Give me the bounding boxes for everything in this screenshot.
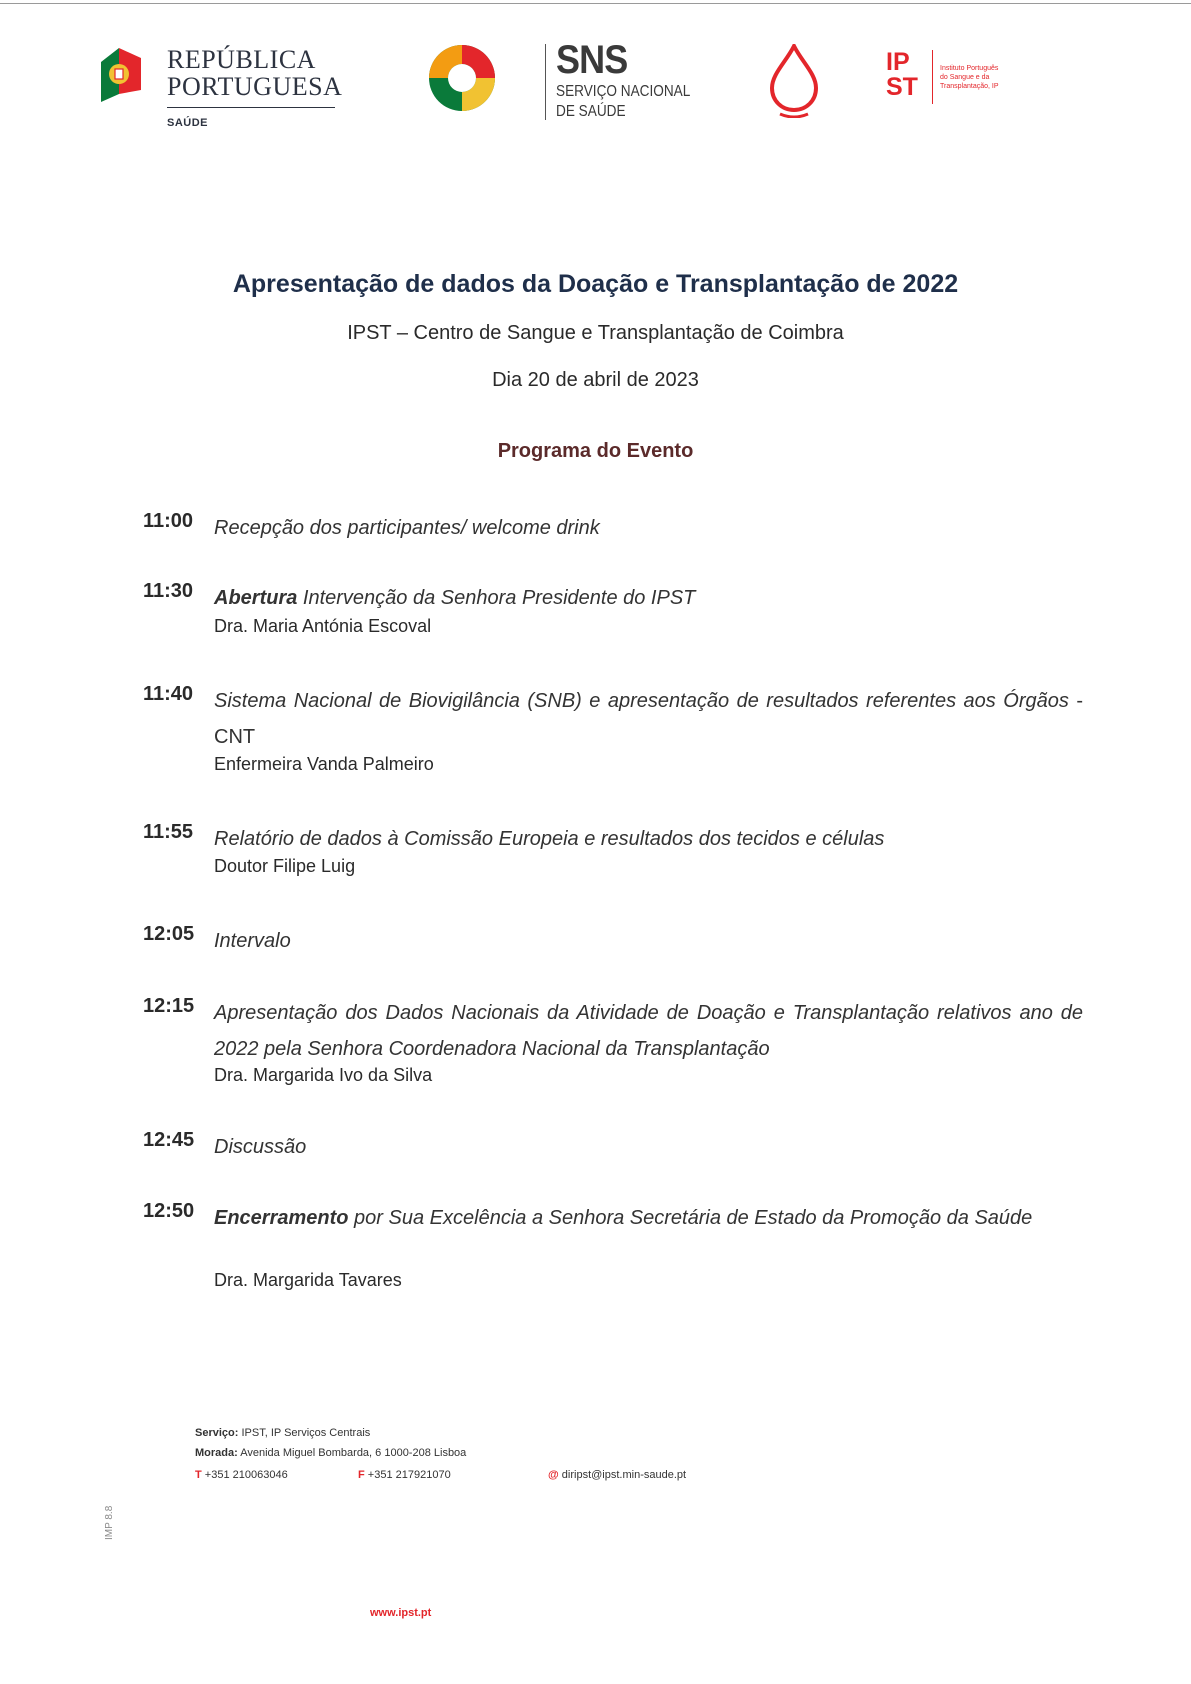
item-description [214, 995, 1083, 1067]
email-icon: @ [548, 1469, 559, 1481]
footer-email[interactable] [548, 1469, 686, 1481]
ipst-full-line1: Instituto Português [940, 65, 999, 72]
item-text: Intervalo [214, 930, 291, 952]
phone-number: +351 210063046 [201, 1469, 288, 1481]
ipst-full-name [940, 64, 1030, 91]
email-address[interactable]: diripst@ipst.min-saude.pt [558, 1469, 687, 1481]
sns-line1: SERVIÇO NACIONAL [556, 83, 691, 100]
item-description [214, 510, 1083, 546]
website-link[interactable]: www.ipst.pt [370, 1607, 432, 1619]
republica-portuguesa-text [167, 46, 342, 100]
item-time: 11:00 [143, 510, 194, 532]
ipst-logo [824, 44, 1024, 124]
footer-address-value: Avenida Miguel Bombarda, 6 1000-208 Lisboa [237, 1447, 467, 1459]
item-description [214, 1129, 1083, 1165]
portugal-flag-emblem-icon [97, 44, 147, 104]
document-title: Apresentação de dados da Doação e Transplantação de 2022 [232, 270, 959, 298]
ipst-ip-text: IP [886, 48, 910, 76]
footer-service-label: Serviço: [195, 1427, 239, 1439]
republica-divider [167, 107, 335, 108]
sns-divider [545, 44, 546, 120]
item-lead: Abertura [214, 587, 298, 609]
item-description [214, 683, 1083, 755]
item-text: por Sua Excelência a Senhora Secretária de Estado da Promoção da Saúde [348, 1207, 1033, 1229]
fax-prefix: F [358, 1469, 365, 1481]
footer-phone [195, 1469, 288, 1481]
item-time: 12:50 [143, 1200, 195, 1222]
document-subtitle: IPST – Centro de Sangue e Transplantação de Coimbra [347, 322, 844, 344]
footer-service [195, 1427, 370, 1439]
item-time: 11:55 [143, 821, 194, 843]
sns-emblem-icon [426, 42, 498, 114]
item-time: 12:05 [143, 923, 195, 945]
item-time: 11:30 [143, 580, 194, 602]
item-speaker: Dra. Maria Antónia Escoval [214, 616, 432, 636]
footer-fax [358, 1469, 451, 1481]
item-time: 12:45 [143, 1129, 195, 1151]
sns-line2: DE SAÚDE [556, 103, 626, 120]
footer-address-label: Morada: [195, 1447, 238, 1459]
item-speaker: Dra. Margarida Tavares [214, 1270, 402, 1290]
item-description [214, 923, 1083, 959]
sns-logo [456, 38, 696, 122]
item-text: Recepção dos participantes/ welcome drink [214, 517, 600, 539]
republica-portuguesa-logo [105, 44, 345, 134]
item-time: 11:40 [143, 683, 194, 705]
blood-drop-icon [766, 44, 822, 118]
republica-line1: REPÚBLICA [167, 45, 316, 74]
item-description [214, 821, 1083, 857]
footer-address [195, 1447, 466, 1459]
footer-service-value: IPST, IP Serviços Centrais [238, 1427, 371, 1439]
item-text: Apresentação dos Dados Nacionais da Atividade de Doação e Transplantação relativos ano de 2022 pela Senhora Coordenadora Nacional da Transplantação [214, 1002, 1083, 1060]
item-text: Sistema Nacional de Biovigilância (SNB) e apresentação de resultados referentes aos Órgãos [214, 690, 1069, 712]
item-text: Intervenção da Senhora Presidente do IPST [297, 587, 696, 609]
item-speaker: Dra. Margarida Ivo da Silva [214, 1065, 433, 1085]
event-date: Dia 20 de abril de 2023 [492, 369, 699, 391]
phone-prefix: T [195, 1469, 202, 1481]
sns-abbreviation: SNS [556, 38, 628, 82]
item-speaker: Enfermeira Vanda Palmeiro [214, 754, 434, 774]
ipst-full-line3: Transplantação, IP [940, 83, 999, 90]
item-lead: Encerramento [214, 1207, 349, 1229]
program-title: Programa do Evento [497, 440, 694, 462]
ipst-divider [932, 50, 933, 104]
item-time: 12:15 [143, 995, 195, 1017]
republica-sub-label: SAÚDE [167, 117, 209, 129]
item-description [214, 1200, 1083, 1236]
item-description [214, 580, 1083, 616]
item-suffix: - CNT [214, 690, 1084, 748]
item-speaker: Doutor Filipe Luig [214, 856, 356, 876]
ipst-st-text: ST [886, 73, 918, 101]
republica-line2: PORTUGUESA [167, 72, 343, 101]
form-code: IMP 8.8 [104, 1505, 115, 1540]
scan-edge-line [0, 3, 1191, 4]
sns-full-name [556, 82, 690, 122]
fax-number: +351 217921070 [364, 1469, 451, 1481]
item-text: Relatório de dados à Comissão Europeia e resultados dos tecidos e células [214, 828, 885, 850]
ipst-full-line2: do Sangue e da [940, 74, 990, 81]
item-text: Discussão [214, 1136, 307, 1158]
